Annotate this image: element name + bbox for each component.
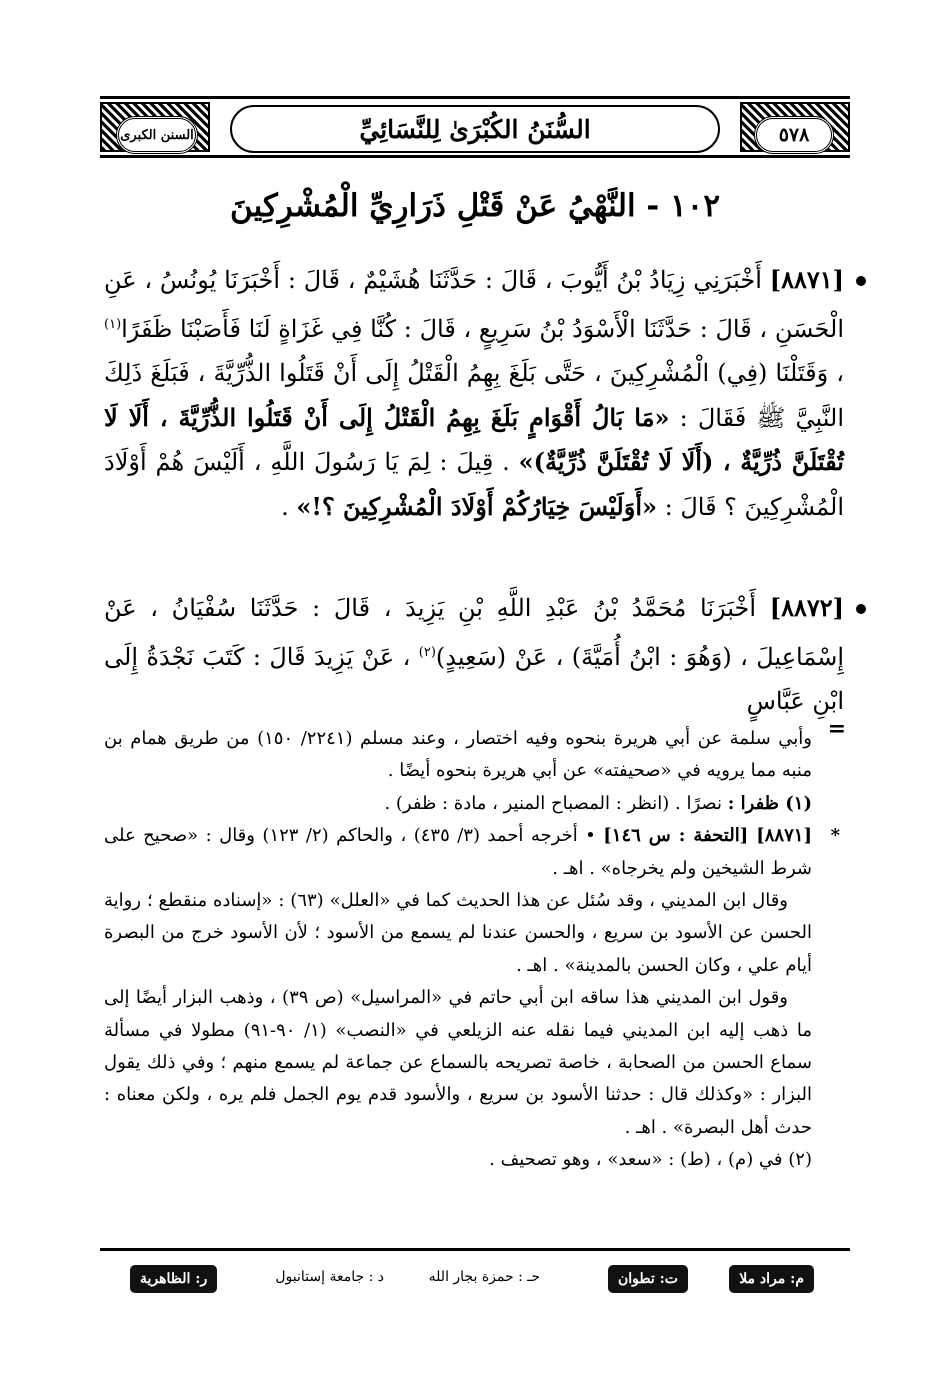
- hadith-8872: [104, 586, 844, 724]
- hadith-8871: [104, 258, 844, 529]
- footnote-label: [٨٨٧١] [التحفة : س ١٤٦]: [603, 825, 812, 847]
- bullet-icon: [856, 604, 866, 614]
- manuscript-tag-r: ر: الظاهرية: [130, 1265, 217, 1293]
- chapter-title: ١٠٢ - النَّهْيُ عَنْ قَتْلِ ذَرَارِيِّ الْمُشْرِكِينَ: [230, 188, 720, 224]
- footnote-ref: (١): [104, 316, 122, 332]
- footnote-text: • أخرجه أحمد (٣/ ٤٣٥) ، والحاكم (٢/ ١٢٣) وقال : «صحيح على شرط الشيخين ولم يخرجاه» . اهـ .: [104, 825, 812, 879]
- hadith-text: . قِيلَ : لِمَ يَا رَسُولَ اللَّهِ ، أَلَيْسَ هُمْ أَوْلَادَ الْمُشْرِكِينَ ؟ قَالَ :: [104, 448, 844, 521]
- footnote-label: (١) ظفرا :: [727, 792, 812, 814]
- continuation-mark: =: [827, 716, 846, 742]
- hadith-text: ، عَنْ يَزِيدَ قَالَ : كَتَبَ نَجْدَةُ إِلَى ابْنِ عَبَّاسٍ: [104, 642, 844, 715]
- header-bottom-rule: [100, 155, 850, 158]
- page-number-ornament: [740, 102, 850, 152]
- logo-text: السنن الكبرى: [116, 116, 198, 154]
- logo-ornament: [100, 102, 210, 152]
- page-number: ٥٧٨: [754, 116, 834, 154]
- footnote-paragraph: وقول ابن المديني هذا ساقه ابن أبي حاتم في «المراسيل» (ص ٣٩) ، وذهب البزار أيضًا إلى ما ذهب إليه ابن المديني فيما نقله عنه الزيلعي في «النصب» (١/ ٩٠-٩١) مطولا في مسألة سماع الحسن من الصحابة ، خاصة تصريحه بالسماع عن جماعة لم يسمع منهم ؛ وفي ذلك يقول البزار : «وكذلك قال : حدثنا الأسود بن سريع ، والأسود قدم يوم الجمل فلم يره ، ولكن معناه : حدث أهل البصرة» . اهـ .: [104, 987, 812, 1138]
- hadith-text: أَخْبَرَنَا مُحَمَّدُ بْنُ عَبْدِ اللَّهِ بْنِ يَزِيدَ ، قَالَ : حَدَّثَنَا سُفْيَانُ ، عَنْ إِسْمَاعِيلَ ، (وَهُوَ : ابْنُ أُمَيَّةَ) ، عَنْ (سَعِيدٍ): [104, 594, 845, 671]
- manuscript-tag-m: م: مراد ملا: [729, 1265, 814, 1293]
- hadith-text: أَخْبَرَنِي زِيَادُ بْنُ أَيُّوبَ ، قَالَ : حَدَّثَنَا هُشَيْمٌ ، قَالَ : أَخْبَرَنَا يُونُسُ ، عَنِ الْحَسَنِ ، قَالَ : حَدَّثَنَا الْأَسْوَدُ بْنُ سَرِيعٍ ، قَالَ : كُنَّا فِي غَزَاةٍ لَنَا فَأَصَبْنَا ظَفَرًا: [104, 266, 844, 343]
- footnotes: [104, 723, 840, 1177]
- hadith-number: [٨٨٧٢]: [769, 593, 844, 622]
- footnote-paragraph: وقال ابن المديني ، وقد سُئل عن هذا الحديث كما في «العلل» (٦٣) : «إسناده منقطع ؛ رواية الحسن عن الأسود بن سريع ، والحسن عندنا لم يسمع من الأسود ؛ لأن الأسود خرج من البصرة أيام علي ، وكان الحسن بالمدينة» . اهـ .: [104, 890, 812, 976]
- prophet-quote: «مَا بَالُ أَقْوَامٍ بَلَغَ بِهِمُ الْقَتْلُ إِلَى أَنْ قَتَلُوا الذُّرِّيَّةَ ، أَلَا لَا تُقْتَلَنَّ ذُرِّيَّةٌ ، (أَلَا لَا تُقْتَلَنَّ ذُرِّيَّةٌ)»: [104, 402, 844, 476]
- manuscript-label-d: د : جامعة إستانبول: [275, 1269, 384, 1285]
- hadith-text: .: [281, 492, 297, 521]
- footnote-2: (٢) في (م) ، (ط) : «سعد» ، وهو تصحيف .: [489, 1149, 812, 1171]
- prophet-quote: «أَوَلَيْسَ خِيَارُكُمْ أَوْلَادَ الْمُشْرِكِينَ ؟!»: [296, 491, 657, 521]
- manuscript-tag-t: ت: تطوان: [608, 1265, 688, 1293]
- footnote-ref: (٢): [418, 644, 436, 660]
- page-footer: [100, 1248, 850, 1303]
- manuscript-label-h: حـ : حمزة بجار الله: [428, 1269, 540, 1285]
- bullet-icon: [856, 276, 866, 286]
- footnote-1: [104, 788, 812, 820]
- book-title: السُّنَنُ الكُبْرَىٰ لِلنَّسَائِيِّ: [230, 105, 720, 153]
- footnote-continuation: وأبي سلمة عن أبي هريرة بنحوه وفيه اختصار ، وعند مسلم (٢٢٤١/ ١٥٠) من طريق همام بن منبه مما يرويه في «صحيفته» عن أبي هريرة بنحوه أيضًا .: [104, 728, 812, 782]
- header-top-rule: [100, 96, 850, 99]
- hadith-text: ، وَقَتَلْنَا (فِي) الْمُشْرِكِينَ ، حَتَّى بَلَغَ بِهِمُ الْقَتْلُ إِلَى أَنْ قَتَلُوا الذُّرِّيَّةَ ، فَبَلَغَ ذَلِكَ النَّبِيَّ ﷺ فَقَالَ :: [104, 359, 844, 432]
- page-header: [100, 96, 850, 158]
- footnote-star: [104, 820, 840, 885]
- hadith-number: [٨٨٧١]: [769, 265, 844, 294]
- footnote-text: نصرًا . (انظر : المصباح المنير ، مادة : ظفر) .: [384, 792, 728, 814]
- star-icon: *: [830, 825, 840, 847]
